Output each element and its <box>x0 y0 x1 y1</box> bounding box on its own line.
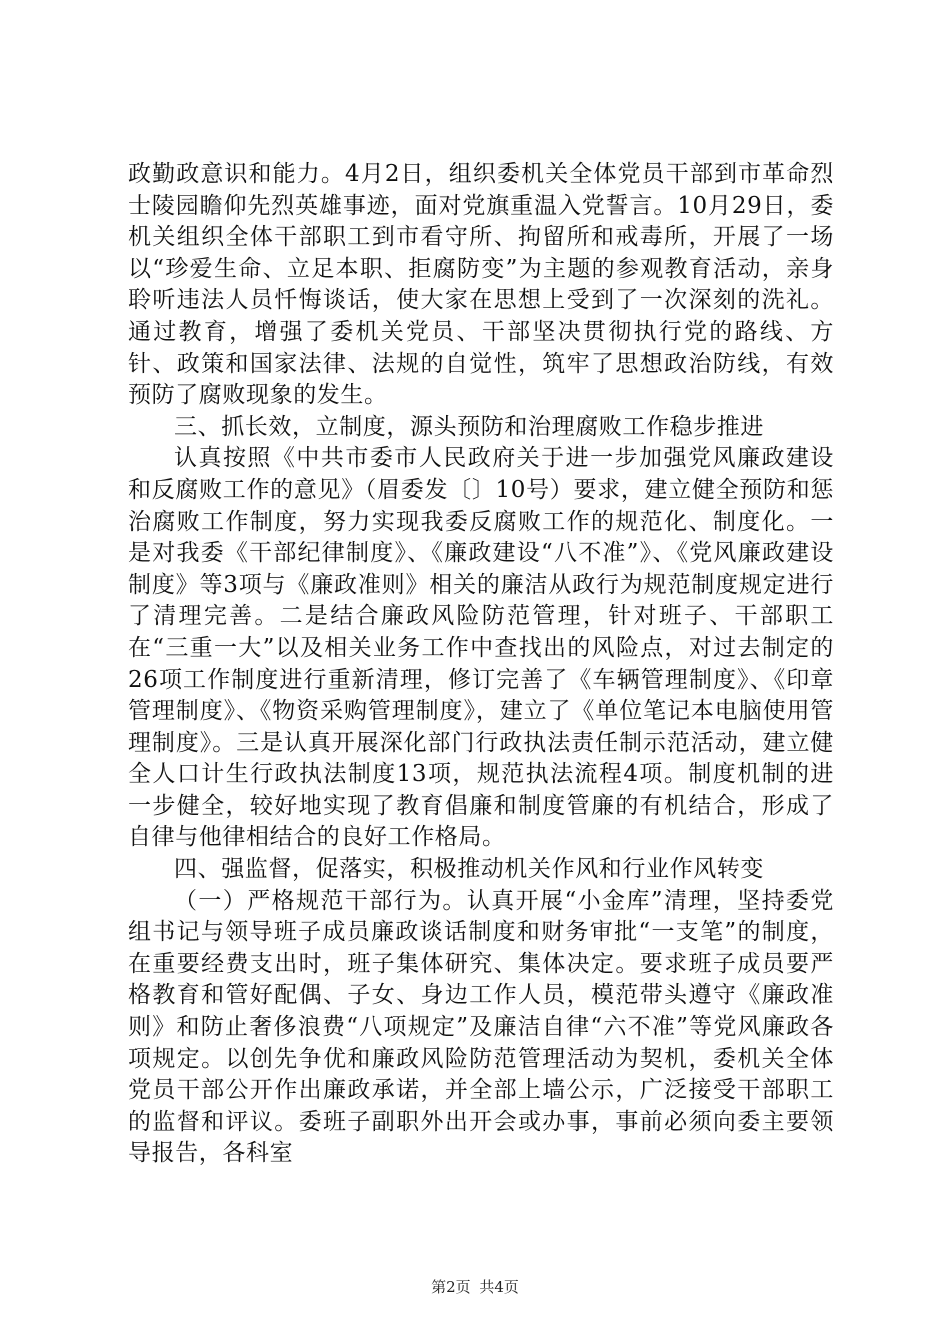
paragraph-1: 政勤政意识和能力。4月2日，组织委机关全体党员干部到市革命烈士陵园瞻仰先烈英雄事迹，面对党旗重温入党誓言。10月29日，委机关组织全体干部职工到市看守所、拘留所和戒毒所，开展了一场以“珍爱生命、立足本职、拒腐防变”为主题的参观教育活动，亲身聆听违法人员忏悔谈话，使大家在思想上受到了一次深刻的洗礼。通过教育，增强了委机关党员、干部坚决贯彻执行党的路线、方针、政策和国家法律、法规的自觉性，筑牢了思想政治防线，有效预防了腐败现象的发生。 <box>128 161 834 409</box>
paragraph-2: 认真按照《中共市委市人民政府关于进一步加强党风廉政建设和反腐败工作的意见》（眉委发〔〕10号）要求，建立健全预防和惩治腐败工作制度，努力实现我委反腐败工作的规范化、制度化。一是对我委《干部纪律制度》、《廉政建设“八不准”》、《党风廉政建设制度》等3项与《廉政准则》相关的廉洁从政行为规范制度规定进行了清理完善。二是结合廉政风险防范管理，针对班子、干部职工在“三重一大”以及相关业务工作中查找出的风险点，对过去制定的26项工作制度进行重新清理，修订完善了《车辆管理制度》、《印章管理制度》、《物资采购管理制度》，建立了《单位笔记本电脑使用管理制度》。三是认真开展深化部门行政执法责任制示范活动，建立健全人口计生行政执法制度13项，规范执法流程4项。制度机制的进一步健全，较好地实现了教育倡廉和制度管廉的有机结合，形成了自律与他律相结合的良好工作格局。 <box>128 445 834 851</box>
document-body <box>128 159 834 1170</box>
section-heading-4: 四、强监督，促落实，积极推动机关作风和行业作风转变 <box>174 856 764 883</box>
paragraph-3: （一）严格规范干部行为。认真开展“小金库”清理，坚持委党组书记与领导班子成员廉政谈话制度和财务审批“一支笔”的制度，在重要经费支出时，班子集体研究、集体决定。要求班子成员要严格教育和管好配偶、子女、身边工作人员，模范带头遵守《廉政准则》和防止奢侈浪费“八项规定”及廉洁自律“六不准”等党风廉政各项规定。以创先争优和廉政风险防范管理活动为契机，委机关全体党员干部公开作出廉政承诺，并全部上墙公示，广泛接受干部职工的监督和评议。委班子副职外出开会或办事，事前必须向委主要领导报告，各科室 <box>128 887 834 1167</box>
section-heading-3: 三、抓长效，立制度，源头预防和治理腐败工作稳步推进 <box>174 413 764 440</box>
page-footer <box>0 1276 950 1297</box>
page-total: 共4页 <box>479 1278 519 1296</box>
page-number: 第2页 <box>431 1278 471 1296</box>
